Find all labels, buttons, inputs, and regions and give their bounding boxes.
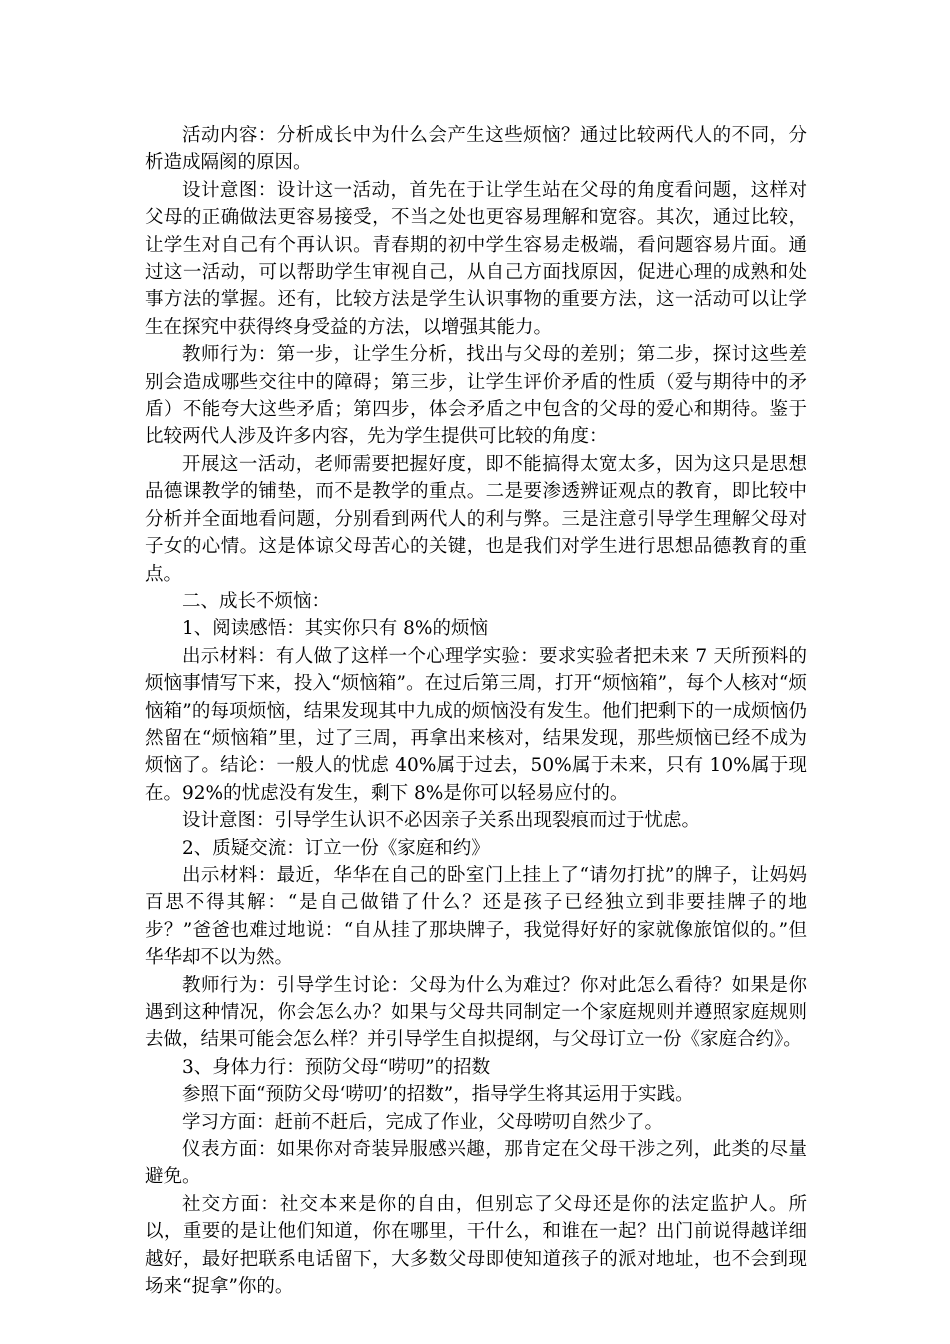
- paragraph-reference: 参照下面“预防父母‘唠叨’的招数”，指导学生将其运用于实践。: [182, 1084, 694, 1106]
- document-body: [145, 122, 807, 1300]
- paragraph-material-experiment: 出示材料：有人做了这样一个心理学实验：要求实验者把未来 7 天所预料的烦恼事情写下来，投入“烦恼箱”。在过后第三周，打开“烦恼箱”，每个人核对“烦恼箱”的每项烦恼，结果发现其中九成的烦恼没有发生。他们把剩下的一成烦恼仍然留在“烦恼箱”里，过了三周，再拿出来核对，结果发现，那些烦恼已经不成为烦恼了。结论：一般人的忧虑 40%属于过去，50%属于未来，只有 10%属于现在。92%的忧虑没有发生，剩下 8%是你可以轻易应付的。: [145, 645, 807, 804]
- paragraph-design-intent: 设计意图：设计这一活动，首先在于让学生站在父母的角度看问题，这样对父母的正确做法更容易接受，不当之处也更容易理解和宽容。其次，通过比较，让学生对自己有个再认识。青春期的初中学生容易走极端，看问题容易片面。通过这一活动，可以帮助学生审视自己，从自己方面找原因，促进心理的成熟和处事方法的掌握。还有，比较方法是学生认识事物的重要方法，这一活动可以让学生在探究中获得终身受益的方法，以增强其能力。: [145, 179, 807, 338]
- paragraph-activity-content: 活动内容：分析成长中为什么会产生这些烦恼？通过比较两代人的不同，分析造成隔阂的原因。: [145, 125, 807, 174]
- paragraph-activity-notes: 开展这一活动，老师需要把握好度，即不能搞得太宽太多，因为这只是思想品德课教学的铺垫，而不是教学的重点。二是要渗透辨证观点的教育，即比较中分析并全面地看问题，分别看到两代人的利与弊。三是注意引导学生理解父母对子女的心情。这是体谅父母苦心的关键，也是我们对学生进行思想品德教育的重点。: [145, 453, 807, 585]
- paragraph-social: 社交方面：社交本来是你的自由，但别忘了父母还是你的法定监护人。所以，重要的是让他们知道，你在哪里，干什么，和谁在一起？出门前说得越详细越好，最好把联系电话留下，大多数父母即使知道孩子的派对地址，也不会到现场来“捉拿”你的。: [145, 1193, 807, 1298]
- paragraph-teacher-action-2: 教师行为：引导学生讨论：父母为什么为难过？你对此怎么看待？如果是你遇到这种情况，你会怎么办？如果与父母共同制定一个家庭规则并遵照家庭规则去做，结果可能会怎么样？并引导学生自拟提纲，与父母订立一份《家庭合约》。: [145, 974, 807, 1051]
- paragraph-study: 学习方面：赶前不赶后，完成了作业，父母唠叨自然少了。: [182, 1111, 664, 1133]
- subheading-discussion: 2、质疑交流：订立一份《家庭和约》: [182, 837, 490, 859]
- paragraph-material-story: 出示材料：最近，华华在自己的卧室门上挂上了“请勿打扰”的牌子，让妈妈百思不得其解：“是自己做错了什么？还是孩子已经独立到非要挂牌子的地步？”爸爸也难过地说：“自从挂了那块牌子，我觉得好好的家就像旅馆似的。”但华华却不以为然。: [145, 864, 807, 969]
- subheading-practice: 3、身体力行：预防父母“唠叨”的招数: [182, 1056, 491, 1078]
- paragraph-design-intent-2: 设计意图：引导学生认识不必因亲子关系出现裂痕而过于忧虑。: [182, 810, 701, 832]
- paragraph-appearance: 仪表方面：如果你对奇装异服感兴趣，那肯定在父母干涉之列，此类的尽量避免。: [145, 1139, 807, 1188]
- subheading-reading: 1、阅读感悟：其实你只有 8%的烦恼: [182, 618, 489, 640]
- paragraph-teacher-action: 教师行为：第一步，让学生分析，找出与父母的差别；第二步，探讨这些差别会造成哪些交往中的障碍；第三步，让学生评价矛盾的性质（爱与期待中的矛盾）不能夸大这些矛盾；第四步，体会矛盾之中包含的父母的爱心和期待。鉴于比较两代人涉及许多内容，先为学生提供可比较的角度：: [145, 344, 807, 448]
- section-heading: 二、成长不烦恼：: [182, 590, 331, 612]
